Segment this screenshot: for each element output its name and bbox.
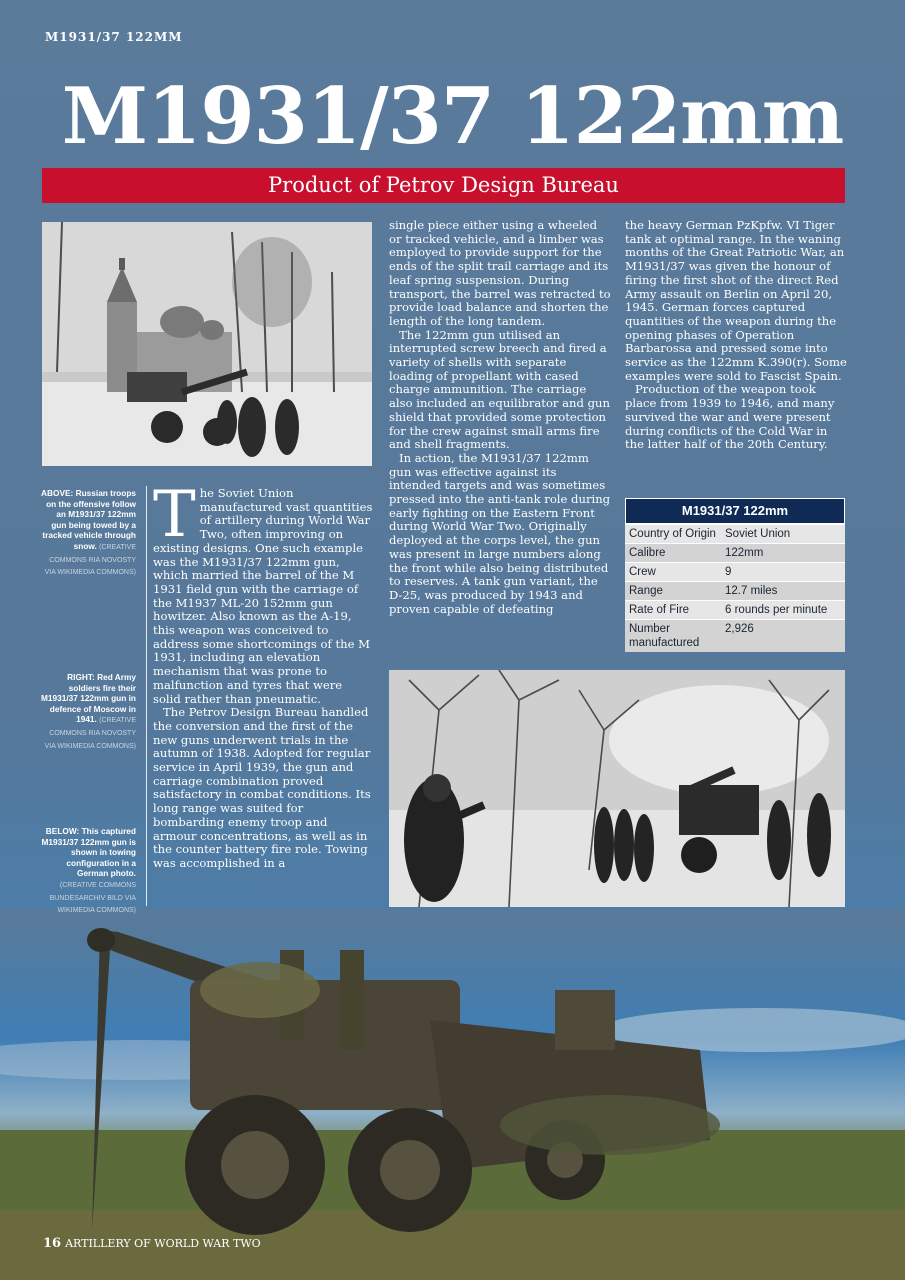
spec-key: Calibre [629, 547, 666, 559]
caption-right-text: RIGHT: Red Army soldiers fire their M1931/37 122mm gun in defence of Moscow in 1941. [41, 672, 136, 725]
table-row [625, 524, 845, 543]
caption-above-credit: (CREATIVE COMMONS RIA NOVOSTY VIA WIKIMEDIA COMMONS) [44, 543, 136, 577]
caption-above [40, 488, 136, 579]
body-paragraph: The Petrov Design Bureau handled the conversion and the first of the new guns underwent trials in the autumn of 1938. Adopted for regular service in April 1939, the gun and carriage combination proved satisfactory in combat conditions. Its long range was suited for bombarding enemy troop and armour concentrations, as well as in the counter battery fire role. Towing was accomplished in a [153, 705, 371, 870]
photo-troops-snow [42, 222, 372, 466]
spec-value: 122mm [725, 547, 764, 559]
spec-value: 12.7 miles [725, 585, 778, 597]
caption-below-credit: (CREATIVE COMMONS BUNDESARCHIV BILD VIA WIKIMEDIA COMMONS) [49, 881, 136, 915]
body-paragraph: the heavy German PzKpfw. VI Tiger tank at optimal range. In the waning months of the Great Patriotic War, an M1931/37 was given the honour of firing the first shot of the direct Red Army assault on Berlin on April 20, 1945. German forces captured quantities of the weapon during the opening phases of Operation Barbarossa and pressed some into service as the 122mm K.390(r). Some examples were sold to Fascist Spain. [625, 218, 847, 383]
body-column-1 [153, 478, 373, 871]
table-row [625, 562, 845, 581]
running-head: M1931/37 122MM [45, 30, 183, 44]
table-row [625, 543, 845, 562]
drop-cap: T [153, 478, 196, 552]
spec-key: Crew [629, 566, 656, 578]
table-row [625, 619, 845, 652]
spec-key: Rate of Fire [629, 604, 690, 616]
caption-above-text: ABOVE: Russian troops on the offensive follow an M1931/37 122mm gun being towed by a tracked vehicle through snow. [41, 488, 136, 551]
subtitle-banner: Product of Petrov Design Bureau [42, 168, 845, 203]
caption-below [40, 826, 136, 917]
caption-right [40, 672, 136, 752]
caption-below-text: BELOW: This captured M1931/37 122mm gun is shown in towing configuration in a German photo. [41, 826, 136, 879]
page-title: M1931/37 122mm [61, 71, 844, 162]
photo-captured-gun-towing [0, 910, 905, 1280]
caption-divider [146, 486, 147, 906]
photo-soldiers-firing [389, 670, 845, 907]
publication-name: ARTILLERY OF WORLD WAR TWO [65, 1237, 261, 1250]
body-paragraph: Production of the weapon took place from 1939 to 1946, and many survived the war and were present during conflicts of the Cold War in the latter half of the 20th Century. [625, 382, 835, 452]
spec-value: Soviet Union [725, 528, 791, 540]
spec-key: Country of Origin [629, 528, 716, 540]
body-paragraph: The 122mm gun utilised an interrupted screw breech and fired a variety of shells with separate loading of propellant with cased charge ammunition. The carriage also included an equilibrator and gun shield that provided some protection for the crew against small arms fire and shell fragments. [389, 327, 610, 452]
body-paragraph [153, 478, 373, 706]
spec-key: Range [629, 585, 663, 597]
body-paragraph: single piece either using a wheeled or tracked vehicle, and a limber was employed to provide support for the ends of the split trail carriage and its leaf spring suspension. During transport, the barrel was retracted to provide load balance and shorten the length of the long tandem. [389, 218, 611, 328]
spec-table [625, 498, 845, 652]
body-paragraph: In action, the M1931/37 122mm gun was effective against its intended targets and was sometimes pressed into the anti-tank role during early fighting on the Eastern Front during World War Two. Originally deployed at the corps level, the gun was present in large numbers along the front while also being distributed to reserves. A tank gun variant, the D-25, was produced by 1943 and proven capable of defeating [389, 450, 611, 616]
page-footer [43, 1236, 261, 1251]
spec-value: 6 rounds per minute [725, 604, 828, 616]
spec-value: 2,926 [725, 623, 754, 635]
spec-key: Number manufactured [629, 623, 700, 649]
body-text: he Soviet Union manufactured vast quantities of artillery during World War Two, often improving on existing designs. One such example was the M1931/37 122mm gun, which married the barrel of the M 1931 field gun with the carriage of the M1937 ML-20 152mm gun howitzer. Also known as the A-19, this weapon was conceived to address some shortcomings of the M 1931, including an elevation mechanism that was prone to malfunction and tyres that were solid rather than pneumatic. [153, 486, 373, 706]
body-column-2 [389, 219, 611, 616]
caption-right-credit: (CREATIVE COMMONS RIA NOVOSTY VIA WIKIMEDIA COMMONS) [44, 717, 136, 750]
page-number: 16 [43, 1236, 62, 1251]
spec-value: 9 [725, 566, 732, 578]
spec-table-title: M1931/37 122mm [626, 499, 844, 523]
body-column-3 [625, 219, 847, 452]
table-row [625, 600, 845, 619]
table-row [625, 581, 845, 600]
